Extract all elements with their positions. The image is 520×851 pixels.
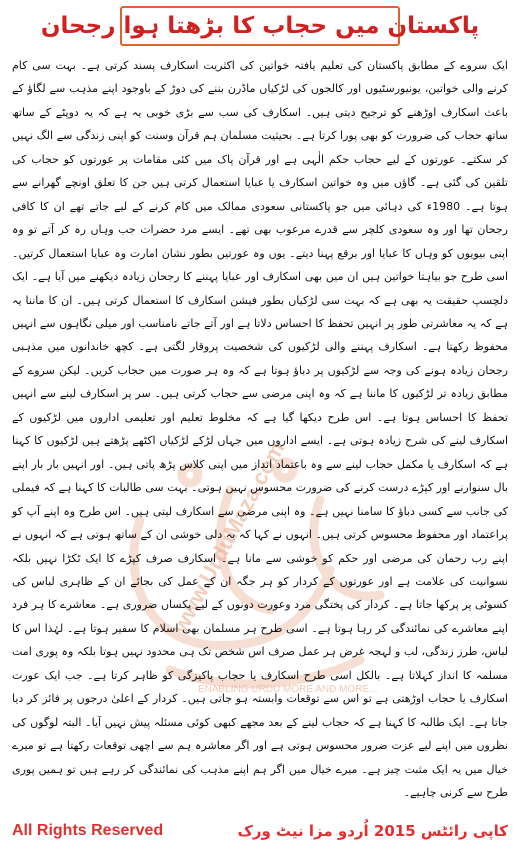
article-title: پاکستان میں حجاب کا بڑھتا ہوا رجحان: [40, 13, 480, 39]
copyright-text: کاپی رائٹس 2015 اُردو مزا نیٹ ورک: [237, 822, 508, 840]
watermark-tagline: ENABLING URDU MORE AND MORE...: [198, 684, 378, 695]
article-body: [12, 54, 508, 805]
footer: [12, 818, 508, 844]
title-box: [40, 6, 480, 46]
article-paragraph: ایک سروے کے مطابق پاکستان کی تعلیم یافتہ خواتین کی اکثریت اسکارف پسند کرتی ہے۔ بہت سی کام کرنے والی خواتین، یونیورسٹیوں اور کالجوں کی لڑکیاں ماڈرن بننے کی دوڑ کے باوجود اپنے مذہب سے لگاؤ کے باعث اسکارف اوڑھنے کو ترجیح دیتی ہیں۔ اسکارف کی سب سے بڑی خوبی یہ ہے کہ یہ دوپٹے کے ساتھ ساتھ حجاب کی ضرورت کو بھی پورا کرتا ہے۔ بحیثیت مسلمان ہم قرآن وسنت کو اپنی زندگی سے الگ نہیں کر سکتے۔ عورتوں کے لیے حجاب حکم الٰہی ہے اور قرآن پاک میں کئی مقامات پر عورتوں کو حجاب کی تلقین کی گئی ہے۔ گاؤں میں وہ خواتین اسکارف یا عبایا استعمال کرتی ہیں جن کا تعلق اونچے گھرانے سے ہوتا ہے۔ 1980ء کی دہائی میں جو پاکستانی سعودی ممالک میں کام کرنے کے لیے جاتے تھے ان کا کافی رجحان تھا اور وہ سعودی کلچر سے قدرے مرعوب بھی تھے۔ ایسے مرد حضرات جب وہاں رہ کر آتے تو وہ اپنی بیویوں کو وہاں کا عبایا اور برقع پہنا دیتے۔ یوں وہ عورتیں بطور نشان امارت وہ عبایا استعمال کرتیں۔ اسی طرح جو بیاہتا خواتین ہیں ان میں بھی اسکارف اور عبایا پہننے کا رجحان زیادہ دیکھنے میں آیا ہے۔ ایک دلچسپ حقیقت یہ بھی ہے کہ بہت سی لڑکیاں بطور فیشن اسکارف کا استعمال کرتی ہیں۔ ان کا ماننا یہ ہے کہ یہ معاشرتی طور پر انہیں تحفظ کا احساس دلاتا ہے اور آتے جاتے نامناسب اور میلی نگاہوں سے انہیں محفوظ رکھتا ہے۔ اسکارف پہننے والی لڑکیوں کی شخصیت پروقار لگتی ہے۔ کچھ خاندانوں میں مذہبی رجحان زیادہ ہونے کی وجہ سے لڑکیوں پر دباؤ ہوتا ہے کہ وہ ہر صورت میں حجاب کریں۔ لیکن سروے کے مطابق زیادہ تر لڑکیوں کا ماننا ہے کہ وہ اپنی مرضی سے حجاب کرتی ہیں۔ سر پر اسکارف لینے سے انہیں تحفظ کا احساس ہوتا ہے۔ اس طرح دیکھا گیا ہے کہ مخلوط تعلیم اور تعلیمی اداروں میں لڑکیوں کے اسکارف لینے کی شرح زیادہ ہوتی ہے۔ ایسے اداروں میں جہاں لڑکے لڑکیاں اکٹھے پڑھتے ہیں لڑکیوں کا کہنا ہے کہ اسکارف یا مکمل حجاب لینے سے وہ باعتماد انداز میں اپنی کلاس پڑھ پاتی ہیں۔ اور انہیں بار بار اپنے بال سنوارنے اور کپڑے درست کرنے کی ضرورت محسوس نہیں ہوتی۔ بہت سی طالبات کا کہنا ہے کہ فیملی کی جانب سے کسی دباؤ کا سامنا نہیں ہے۔ وہ اپنی مرضی سے اسکارف لیتی ہیں۔ اس طرح وہ اپنے آپ کو پراعتماد اور محفوظ محسوس کرتی ہیں۔ انہوں نے کہا کہ یہ دلی خوشی ان کے ساتھ ہوتی ہے کہ انہوں نے اپنے رب رحمان کی مرضی اور حکم کو خوشی سے مانا ہے۔ اسکارف صرف کپڑے کا ایک ٹکڑا نہیں بلکہ نسوانیت کی علامت ہے اور عورتوں کے کردار کو ہر جگہ ان کے عمل کی بجائے ان کے ظاہری لباس کی کسوٹی پر پرکھا جاتا ہے۔ کردار کی پختگی مرد وعورت دونوں کے لیے یکساں ضروری ہے۔ معاشرے کا ہر فرد اپنے معاشرے کی نمائندگی کر رہا ہوتا ہے۔ اسی طرح ہر مسلمان بھی اسلام کا سفیر ہوتا ہے۔ لہٰذا اس کا لباس، طرز زندگی، لب و لہجہ غرض ہر عمل صرف اس شخص تک ہی محدود نہیں ہوتا بلکہ وہ پوری امت مسلمہ کا انداز کہلاتا ہے۔ بالکل اسی طرح اسکارف یا حجاب پاکیزگی کو ظاہر کرتا ہے۔ جب ایک عورت اسکارف یا حجاب اوڑھتی ہے تو اس سے توقعات وابستہ ہو جاتی ہیں۔ کردار کے اعلیٰ درجوں پر فائز کر دیا جاتا ہے۔ ایک طالبہ کا کہنا ہے کہ حجاب لینے کے بعد مجھے کبھی کوئی مسئلہ پیش نہیں آیا۔ البتہ لوگوں کی نظروں میں اپنے لیے عزت ضرور محسوس ہوتی ہے اور اگر معاشرہ ہم سے اچھی توقعات رکھتا ہے تو میرے خیال میں یہ ایک مثبت چیز ہے۔ میرے خیال میں اگر ہم اپنے مذہب کی نمائندگی کر رہے ہیں تو ہمیں پوری طرح سے کرنی چاہیے۔: [12, 59, 508, 800]
watermark-site-text: www.UrduMaza.com: [167, 437, 290, 638]
rights-reserved-text: All Rights Reserved: [12, 822, 164, 839]
